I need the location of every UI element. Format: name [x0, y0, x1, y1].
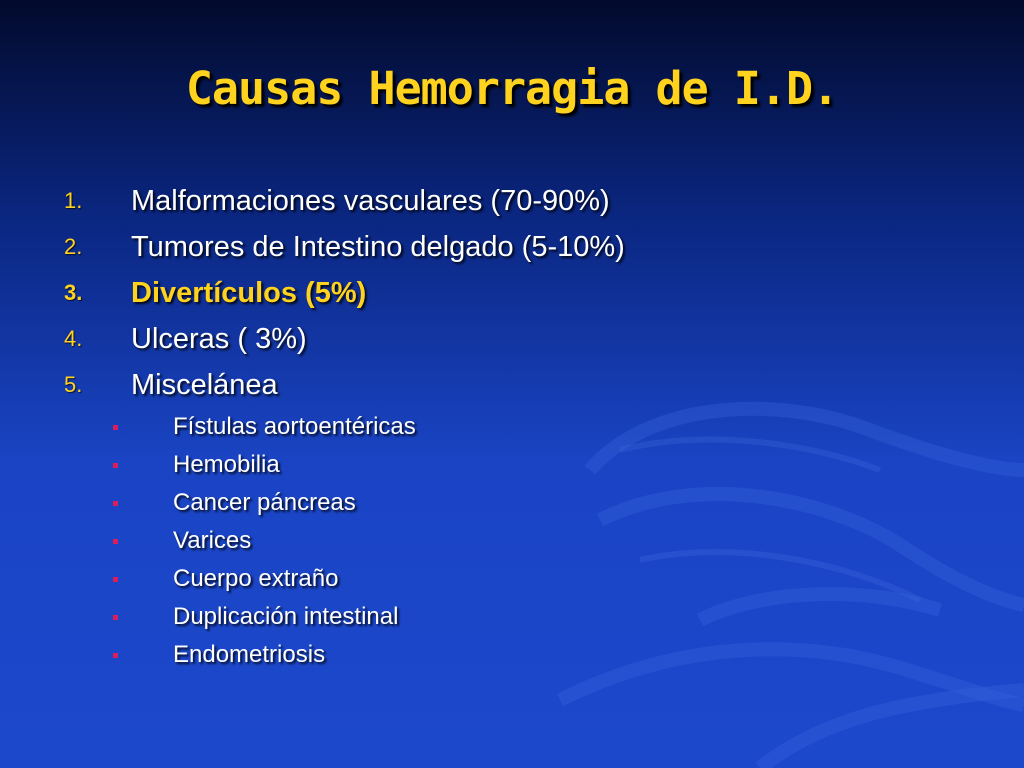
sublist-item-label: Fístulas aortoentéricas [173, 413, 416, 440]
list-item-label: Miscelánea [131, 369, 278, 401]
square-bullet-icon [113, 463, 118, 468]
sublist-item [0, 408, 1024, 446]
sublist-item [0, 636, 1024, 674]
miscellaneous-sublist [0, 408, 1024, 674]
list-item-label: Malformaciones vasculares (70-90%) [131, 185, 610, 217]
list-item [0, 362, 1024, 408]
list-item-number: 2. [64, 234, 83, 259]
slide-title: Causas Hemorragia de I.D. [185, 62, 839, 115]
sublist-item [0, 522, 1024, 560]
causes-list [0, 178, 1024, 674]
square-bullet-icon [113, 653, 118, 658]
list-item-number: 5. [64, 372, 83, 397]
square-bullet-icon [113, 539, 118, 544]
list-item-highlighted [0, 270, 1024, 316]
square-bullet-icon [113, 615, 118, 620]
sublist-item [0, 598, 1024, 636]
list-item-label: Divertículos (5%) [131, 277, 367, 309]
square-bullet-icon [113, 425, 118, 430]
list-item [0, 316, 1024, 362]
sublist-item-label: Varices [173, 527, 252, 554]
list-item-number: 1. [64, 188, 83, 213]
list-item-number: 3. [64, 280, 83, 305]
sublist-item-label: Cuerpo extraño [173, 565, 339, 592]
list-item [0, 178, 1024, 224]
sublist-item-label: Endometriosis [173, 641, 326, 668]
sublist-item-label: Hemobilia [173, 451, 280, 478]
sublist-item [0, 560, 1024, 598]
sublist-item-label: Cancer páncreas [173, 489, 356, 516]
list-item-label: Ulceras ( 3%) [131, 323, 307, 355]
square-bullet-icon [113, 501, 118, 506]
list-item [0, 224, 1024, 270]
list-item-label: Tumores de Intestino delgado (5-10%) [131, 231, 625, 263]
list-item-number: 4. [64, 326, 83, 351]
sublist-item [0, 446, 1024, 484]
sublist-item [0, 484, 1024, 522]
sublist-item-label: Duplicación intestinal [173, 603, 399, 630]
square-bullet-icon [113, 577, 118, 582]
